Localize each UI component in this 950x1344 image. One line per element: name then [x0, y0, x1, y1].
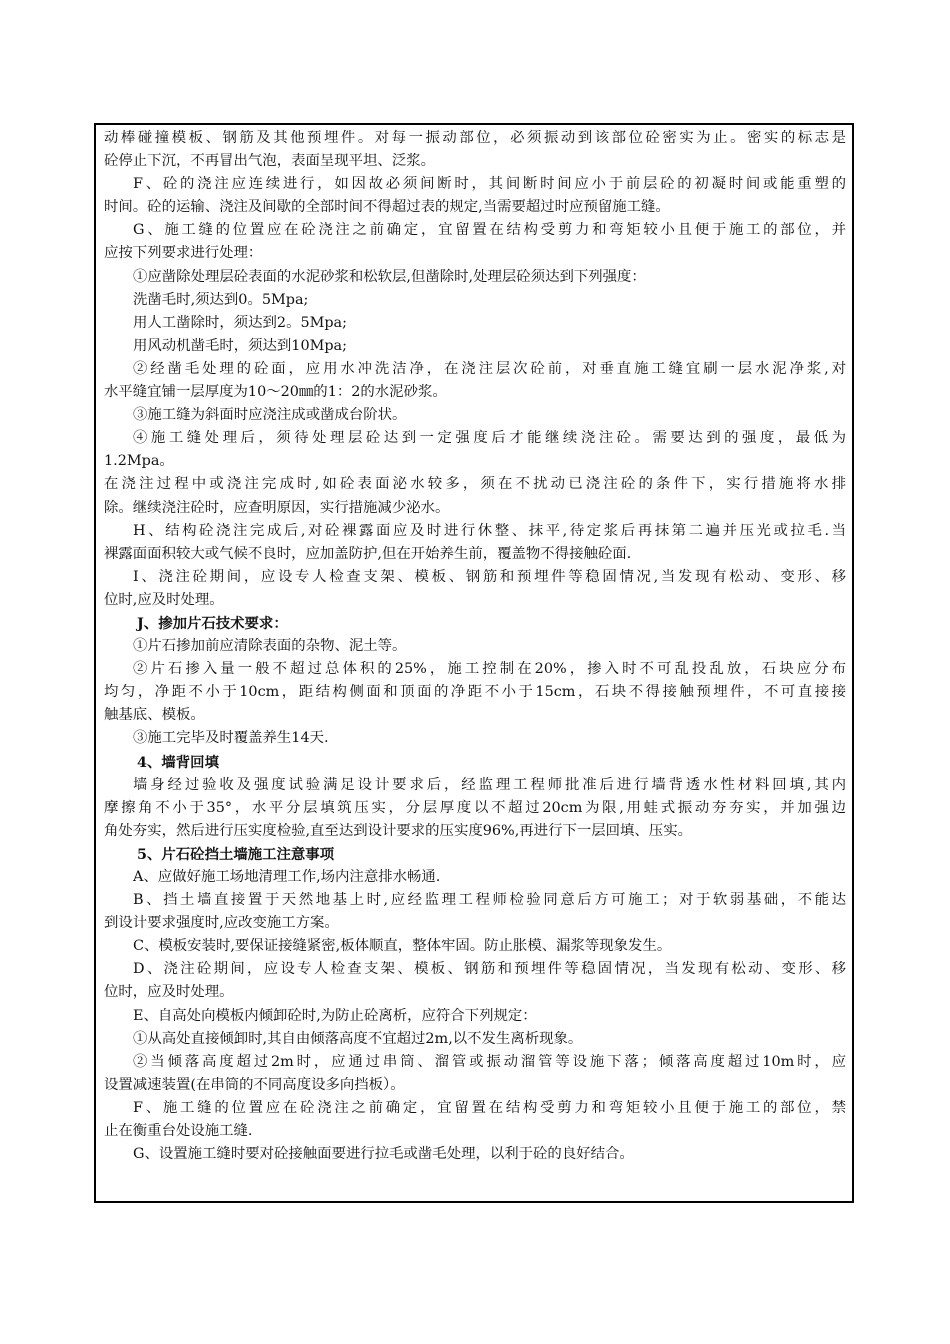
text-line: I、浇注砼期间，应设专人检查支架、模板、钢筋和预埋件等稳固情况,当发现有松动、变形、移 — [133, 568, 846, 585]
text-line: 用风动机凿毛时，须达到10Mpa; — [133, 337, 347, 354]
text-line: 除。继续浇注砼时，应查明原因，实行措施减少泌水。 — [104, 499, 450, 516]
text-line: 在浇注过程中或浇注完成时,如砼表面泌水较多，须在不扰动已浇注砼的条件下，实行措施将水排 — [104, 476, 846, 493]
text-line: C、模板安装时,要保证接缝紧密,板体顺直，整体牢固。防止胀模、漏浆等现象发生。 — [133, 938, 672, 955]
text-line: ①从高处直接倾卸时,其自由倾落高度不宜超过2m,以不发生离析现象。 — [133, 1030, 583, 1047]
text-line: ①片石掺加前应清除表面的杂物、泥土等。 — [133, 638, 407, 655]
text-line: A、应做好施工场地清理工作,场内注意排水畅通. — [133, 869, 441, 885]
text-line: 均匀，净距不小于10cm，距结构侧面和顶面的净距不小于15cm，石块不得接触预埋件，不可直接接 — [104, 684, 846, 701]
text-line: 止在衡重台处设施工缝. — [104, 1123, 253, 1140]
text-line: F、砼的浇注应连续进行，如因故必须间断时，其间断时间应小于前层砼的初凝时间或能重塑的 — [133, 176, 846, 193]
text-line: E、自高处向模板内倾卸砼时,为防止砼离析，应符合下列规定： — [133, 1007, 537, 1024]
text-line: 位时，应及时处理。 — [104, 984, 234, 1001]
text-line: 墙身经过验收及强度试验满足设计要求后，经监理工程师批准后进行墙背透水性材料回填,其内 — [133, 776, 846, 793]
document-body — [104, 127, 846, 1166]
section-heading: 4、墙背回填 — [137, 753, 219, 771]
text-line: H、结构砼浇注完成后,对砼裸露面应及时进行休整、抹平,待定浆后再抹第二遍并压光或拉毛.当 — [133, 522, 846, 539]
text-line: 位时,应及时处理。 — [104, 591, 224, 608]
text-line: ②当倾落高度超过2m时，应通过串筒、溜管或振动溜管等设施下落；倾落高度超过10m时，应 — [133, 1053, 846, 1070]
text-line: ③施工缝为斜面时应浇注成或凿成台阶状。 — [133, 407, 407, 424]
text-line: G、设置施工缝时要对砼接触面要进行拉毛或凿毛处理，以利于砼的良好结合。 — [133, 1146, 634, 1163]
text-line: ④施工缝处理后，须待处理层砼达到一定强度后才能继续浇注砼。需要达到的强度，最低为 — [133, 430, 846, 447]
text-line: F、施工缝的位置应在砼浇注之前确定，宜留置在结构受剪力和弯矩较小且便于施工的部位，禁 — [133, 1099, 846, 1116]
text-line: 裸露面面积较大或气候不良时，应加盖防护,但在开始养生前，覆盖物不得接触砼面. — [104, 545, 632, 562]
text-line: D、浇注砼期间，应设专人检查支架、模板、钢筋和预埋件等稳固情况，当发现有松动、变形、移 — [133, 961, 846, 978]
text-line: ③施工完毕及时覆盖养生14天. — [133, 730, 329, 747]
text-line: 1.2Mpa。 — [104, 453, 174, 470]
text-line: 用人工凿除时，须达到2。5Mpa; — [133, 314, 347, 331]
text-line: ②片石掺入量一般不超过总体积的25%，施工控制在20%，掺入时不可乱投乱放，石块应分布 — [133, 661, 846, 678]
section-heading: J、掺加片石技术要求： — [137, 614, 288, 632]
text-line: 时间。砼的运输、浇注及间歇的全部时间不得超过表的规定,当需要超过时应预留施工缝。 — [104, 199, 670, 216]
text-line: 到设计要求强度时,应改变施工方案。 — [104, 915, 339, 932]
section-heading: 5、片石砼挡土墙施工注意事项 — [137, 845, 335, 863]
text-line: G、施工缝的位置应在砼浇注之前确定，宜留置在结构受剪力和弯矩较小且便于施工的部位，并 — [133, 222, 846, 239]
text-line: 砼停止下沉，不再冒出气泡，表面呈现平坦、泛浆。 — [104, 153, 435, 170]
text-line: 触基底、模板。 — [104, 707, 205, 724]
text-line: ②经凿毛处理的砼面，应用水冲洗洁净，在浇注层次砼前，对垂直施工缝宜刷一层水泥净浆,对 — [133, 360, 846, 377]
text-line: 应按下列要求进行处理： — [104, 245, 263, 262]
text-line: ①应凿除处理层砼表面的水泥砂浆和松软层,但凿除时,处理层砼须达到下列强度： — [133, 268, 646, 285]
text-line: 动棒碰撞模板、钢筋及其他预埋件。对每一振动部位，必须振动到该部位砼密实为止。密实的标志是 — [104, 130, 846, 146]
text-line: 设置减速装置(在串筒的不同高度设多向挡板）。 — [104, 1076, 405, 1093]
text-line: 洗凿毛时,须达到0。5Mpa; — [133, 291, 309, 308]
text-line: 水平缝宜铺一层厚度为10～20㎜的1：2的水泥砂浆。 — [104, 384, 447, 401]
text-line: 角处夯实，然后进行压实度检验,直至达到设计要求的压实度96%,再进行下一层回填、压实。 — [104, 822, 692, 839]
text-line: 摩擦角不小于35°，水平分层填筑压实，分层厚度以不超过20cm为限,用蛙式振动夯夯实，并加强边 — [104, 799, 846, 816]
text-line: B、挡土墙直接置于天然地基上时,应经监理工程师检验同意后方可施工；对于软弱基础，不能达 — [133, 892, 846, 909]
